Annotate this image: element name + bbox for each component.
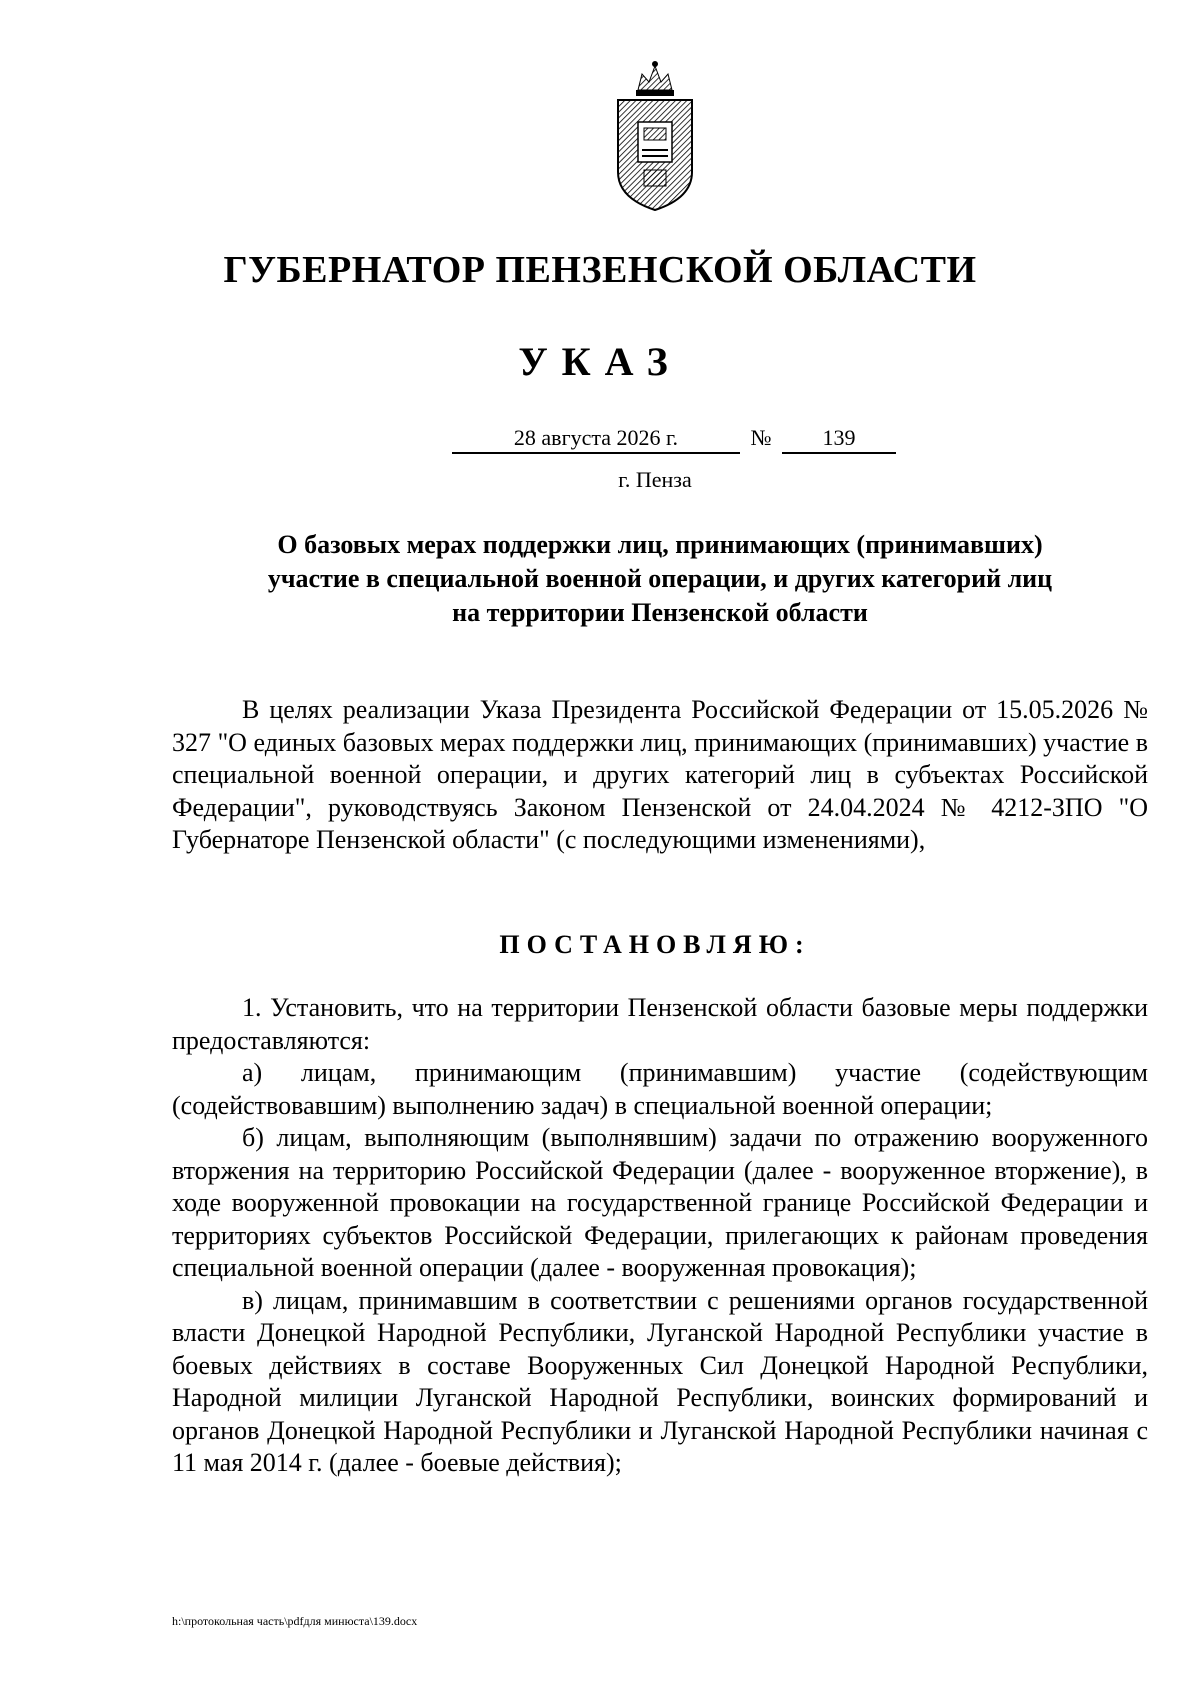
decree-item: б) лицам, выполняющим (выполнявшим) задачи по отражению вооруженного вторжения на территорию Российской Федерации (далее - вооруженное вторжение), в ходе вооруженной провокации на государственной границе Российской Федерации и территориях субъектов Российской Федерации, прилегающих к районам проведения специальной военной операции (далее - вооруженная провокация); (172, 1123, 1148, 1282)
decree-items (172, 992, 1148, 1480)
title-line: участие в специальной военной операции, и других категорий лиц (267, 564, 1053, 593)
document-type: УКАЗ (518, 339, 682, 384)
document-date: 28 августа 2026 г. (452, 424, 740, 454)
number-sign: № (750, 425, 772, 450)
preamble-paragraph: В целях реализации Указа Президента Российской Федерации от 15.05.2026 № 327 "О единых базовых мерах поддержки лиц, принимающих (принимавших) участие в специальной военной операции, и других категорий лиц в субъектах Российской Федерации", руководствуясь Законом Пензенской от 24.04.2024 № 4212-ЗПО "О Губернаторе Пензенской области" (с последующими изменениями), (172, 695, 1148, 854)
document-number: 139 (782, 424, 896, 454)
title-line: О базовых мерах поддержки лиц, принимающих (принимавших) (277, 530, 1043, 559)
document-city: г. Пенза (618, 467, 692, 492)
decree-item: а) лицам, принимающим (принимавшим) участие (содействующим (содействовавшим) выполнению задач) в специальной военной операции; (172, 1058, 1148, 1120)
coat-of-arms-icon (608, 60, 702, 212)
file-path-footer: h:\протокольная часть\pdfдля минюста\139.docx (172, 1614, 418, 1628)
preamble (172, 694, 1148, 857)
issuing-authority: ГУБЕРНАТОР ПЕНЗЕНСКОЙ ОБЛАСТИ (223, 249, 977, 291)
decree-heading: ПОСТАНОВЛЯЮ: (499, 930, 811, 959)
document-title (170, 528, 1150, 630)
title-line: на территории Пензенской области (452, 598, 868, 627)
decree-item: 1. Установить, что на территории Пензенской области базовые меры поддержки предоставляются: (172, 993, 1148, 1055)
decree-item: в) лицам, принимавшим в соответствии с решениями органов государственной власти Донецкой Народной Республики, Луганской Народной Республики участие в боевых действиях в составе Вооруженных Сил Донецкой Народной Республики, Народной милиции Луганской Народной Республики, воинских формирований и органов Донецкой Народной Республики и Луганской Народной Республики начиная с 11 мая 2014 г. (далее - боевые действия); (172, 1285, 1148, 1477)
